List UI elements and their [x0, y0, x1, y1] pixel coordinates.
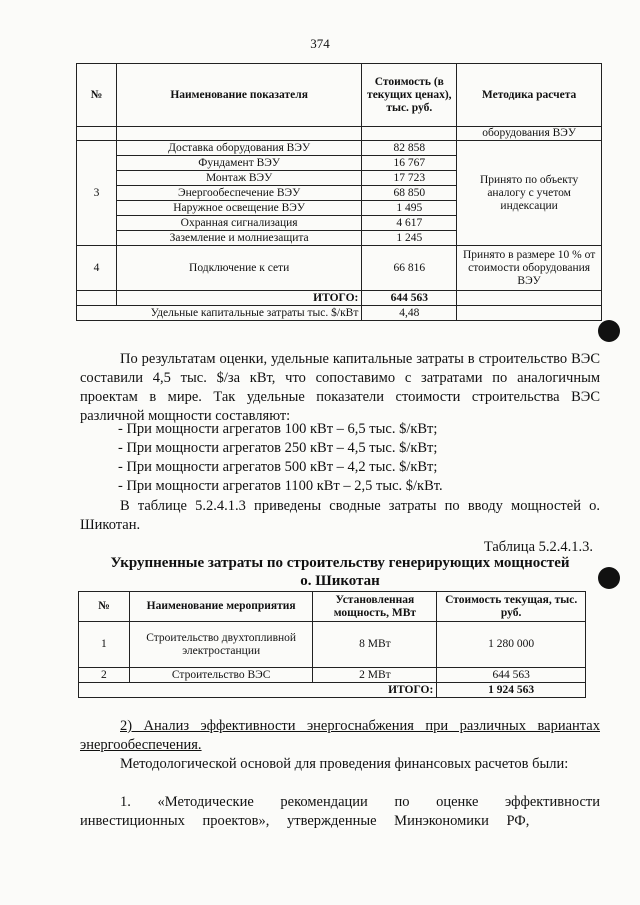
- margin-dot: [598, 567, 620, 589]
- row-cost: 1 495: [362, 201, 457, 216]
- row-name: Строительство двухтопливной электростанции: [129, 622, 313, 668]
- cost-table: [76, 63, 602, 321]
- row-cost: 66 816: [362, 246, 457, 291]
- row-method: Принято в размере 10 % от стоимости оборудования ВЭУ: [457, 246, 602, 291]
- table-title-line: о. Шикотан: [300, 573, 380, 589]
- specific-cost-label: Удельные капитальные затраты тыс. $/кВт: [77, 306, 362, 321]
- results-paragraph: По результатам оценки, удельные капитальные затраты в строительство ВЭС составили 4,5 тыс. $/за кВт, что сопоставимо с затратами по аналогичным проектам в мире. Так удельные показатели стоимости строительства ВЭС различной мощности составляют:: [80, 351, 600, 424]
- list-item: - При мощности агрегатов 500 кВт – 4,2 тыс. $/кВт;: [118, 459, 438, 475]
- row-name: Монтаж ВЭУ: [116, 171, 361, 186]
- list-item: - При мощности агрегатов 1100 кВт – 2,5 тыс. $/кВт.: [118, 478, 443, 494]
- row-name: Доставка оборудования ВЭУ: [116, 141, 361, 156]
- row-cost: 1 280 000: [437, 622, 586, 668]
- row-number: 4: [77, 246, 117, 291]
- table-caption: Таблица 5.2.4.1.3.: [483, 539, 593, 555]
- margin-dot: [598, 320, 620, 342]
- total-label: ИТОГО:: [116, 291, 361, 306]
- col-header-name: Наименование мероприятия: [129, 592, 313, 622]
- power-list: [118, 420, 598, 496]
- col-header-num: №: [79, 592, 130, 622]
- summary-paragraph: В таблице 5.2.4.1.3 приведены сводные затраты по вводу мощностей о. Шикотан.: [80, 498, 600, 533]
- row-name: Наружное освещение ВЭУ: [116, 201, 361, 216]
- col-header-cost: Стоимость текущая, тыс. руб.: [437, 592, 586, 622]
- total-value: 1 924 563: [437, 683, 586, 698]
- col-header-cost: Стоимость (в текущих ценах), тыс. руб.: [362, 64, 457, 127]
- row-name: Охранная сигнализация: [116, 216, 361, 231]
- row-cost: 1 245: [362, 231, 457, 246]
- list-item: - При мощности агрегатов 100 кВт – 6,5 тыс. $/кВт;: [118, 421, 438, 437]
- method-continuation: оборудования ВЭУ: [457, 127, 602, 141]
- generation-table: [78, 591, 586, 698]
- row-name: Заземление и молниезащита: [116, 231, 361, 246]
- table-title-line: Укрупненные затраты по строительству генерирующих мощностей: [110, 555, 570, 571]
- col-header-power: Установленная мощность, МВт: [313, 592, 437, 622]
- row-cost: 4 617: [362, 216, 457, 231]
- row-name: Энергообеспечение ВЭУ: [116, 186, 361, 201]
- method-paragraph: Методологической основой для проведения финансовых расчетов были:: [120, 756, 569, 772]
- row-name: Фундамент ВЭУ: [116, 156, 361, 171]
- row-cost: 68 850: [362, 186, 457, 201]
- col-header-name: Наименование показателя: [116, 64, 361, 127]
- row-cost: 82 858: [362, 141, 457, 156]
- specific-cost-value: 4,48: [362, 306, 457, 321]
- section-heading: 2) Анализ эффективности энергоснабжения при различных вариантах энергообеспечения.: [80, 718, 600, 753]
- row-cost: 644 563: [437, 668, 586, 683]
- group-method: Принято по объекту аналогу с учетом индексации: [457, 141, 602, 246]
- row-number: 2: [79, 668, 130, 683]
- table-title: [80, 554, 600, 590]
- page-number: 374: [310, 36, 330, 51]
- row-name: Подключение к сети: [116, 246, 361, 291]
- total-value: 644 563: [362, 291, 457, 306]
- col-header-method: Методика расчета: [457, 64, 602, 127]
- row-cost: 17 723: [362, 171, 457, 186]
- row-power: 2 МВт: [313, 668, 437, 683]
- row-name: Строительство ВЭС: [129, 668, 313, 683]
- row-power: 8 МВт: [313, 622, 437, 668]
- group-number: 3: [77, 141, 117, 246]
- row-cost: 16 767: [362, 156, 457, 171]
- row-number: 1: [79, 622, 130, 668]
- total-label: ИТОГО:: [79, 683, 437, 698]
- list-item: - При мощности агрегатов 250 кВт – 4,5 тыс. $/кВт;: [118, 440, 438, 456]
- col-header-num: №: [77, 64, 117, 127]
- methodology-item: 1. «Методические рекомендации по оценке эффективности инвестиционных проектов», утвержденные Минэкономики РФ,: [80, 794, 600, 829]
